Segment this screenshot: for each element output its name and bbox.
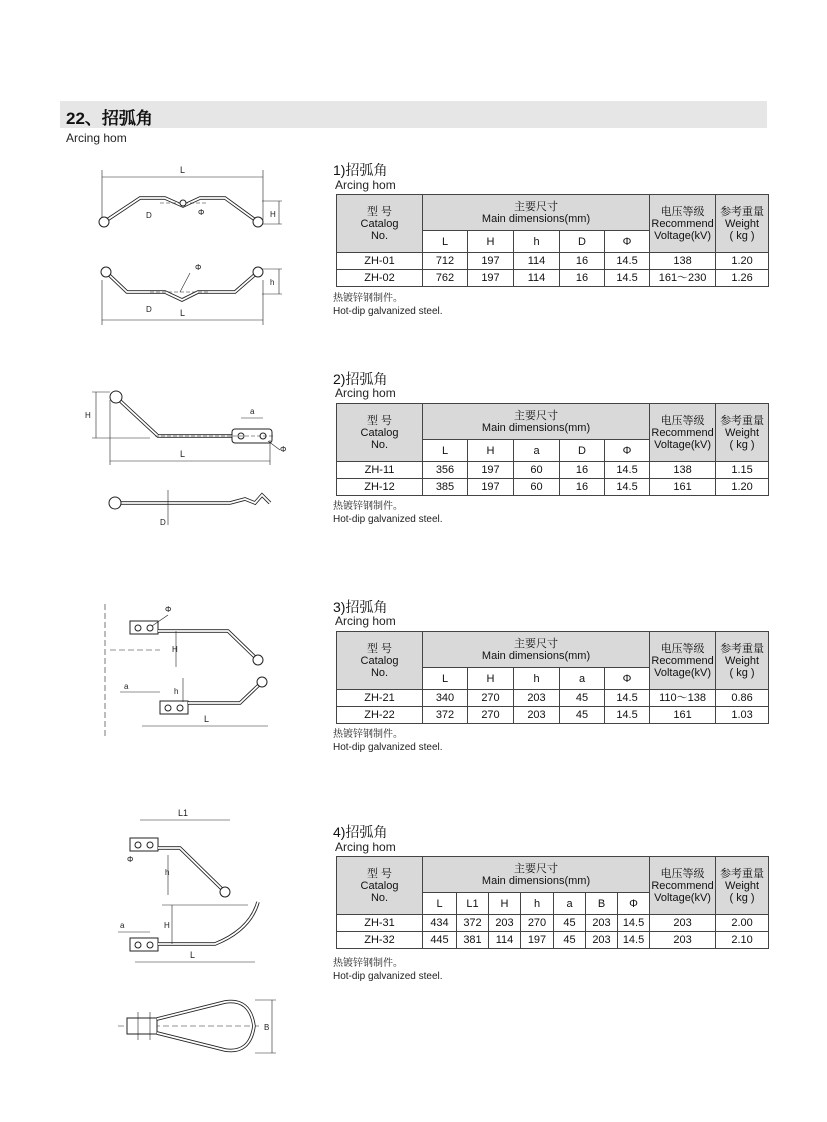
dim-label-h: h [174, 687, 179, 696]
dim-header: L [423, 440, 468, 462]
dim-header: a [514, 440, 560, 462]
dim-label-phi: Φ [165, 605, 172, 614]
drawing-4-upper-view [127, 808, 230, 897]
catalog-header: 型 号 Catalog No. [337, 195, 423, 253]
table-row: ZH-32 445 381 114 197 45 203 14.5 203 2.10 [337, 932, 769, 949]
material-note: 热镀锌钢制件。 Hot-dip galvanized steel. [333, 958, 443, 982]
dim-label-L: L [180, 308, 186, 318]
main-dimensions-header: 主要尺寸 Main dimensions(mm) [423, 857, 650, 893]
drawing-1-top-view [99, 165, 282, 227]
dim-label-B: B [264, 1023, 270, 1032]
dim-label-L: L [180, 449, 186, 459]
dim-header: Φ [605, 668, 650, 690]
material-note: 热镀锌钢制件。 Hot-dip galvanized steel. [333, 729, 443, 753]
voltage-header: 电压等级 Recommend Voltage(kV) [650, 404, 716, 462]
weight-header: 参考重量 Weight ( kg ) [716, 857, 769, 915]
main-dimensions-header: 主要尺寸 Main dimensions(mm) [423, 195, 650, 231]
dim-header: L1 [457, 893, 489, 915]
dim-label-phi: Φ [198, 208, 205, 217]
dim-label-a: a [124, 682, 129, 691]
dim-header: H [468, 668, 514, 690]
dim-header: L [423, 231, 468, 253]
voltage-header: 电压等级 Recommend Voltage(kV) [650, 857, 716, 915]
voltage-header: 电压等级 Recommend Voltage(kV) [650, 632, 716, 690]
dim-label-h: h [270, 278, 275, 287]
weight-header: 参考重量 Weight ( kg ) [716, 632, 769, 690]
dim-label-D: D [146, 305, 152, 314]
page-subtitle: Arcing hom [66, 131, 127, 145]
dim-label-L: L [180, 165, 186, 175]
dim-label-L: L [190, 950, 196, 960]
voltage-header: 电压等级 Recommend Voltage(kV) [650, 195, 716, 253]
drawing-1-side-view [101, 263, 282, 325]
dim-header: D [560, 231, 605, 253]
dim-label-a: a [120, 921, 125, 930]
dim-header: Φ [618, 893, 650, 915]
dim-header: Φ [605, 231, 650, 253]
dim-header: D [560, 440, 605, 462]
drawing-3-lower-view [120, 677, 268, 726]
material-note: 热镀锌钢制件。 Hot-dip galvanized steel. [333, 501, 443, 525]
dim-label-a: a [250, 407, 255, 416]
catalog-header: 型 号 Catalog No. [337, 404, 423, 462]
dim-header: L [423, 893, 457, 915]
section-1-subtitle: Arcing hom [335, 178, 396, 192]
catalog-header: 型 号 Catalog No. [337, 632, 423, 690]
drawing-4-lower-view [118, 902, 258, 962]
dim-header: H [468, 231, 514, 253]
section-3-subtitle: Arcing hom [335, 614, 396, 628]
catalog-header: 型 号 Catalog No. [337, 857, 423, 915]
main-dimensions-header: 主要尺寸 Main dimensions(mm) [423, 404, 650, 440]
dim-header: h [514, 231, 560, 253]
dim-label-L1: L1 [178, 808, 189, 818]
dim-header: B [586, 893, 618, 915]
table-row: ZH-22 372 270 203 45 14.5 161 1.03 [337, 707, 769, 724]
dim-header: L [423, 668, 468, 690]
drawing-4-plan-view [118, 1000, 276, 1053]
weight-header: 参考重量 Weight ( kg ) [716, 195, 769, 253]
table-row: ZH-01 712 197 114 16 14.5 138 1.20 [337, 253, 769, 270]
section-3-title: 3)招弧角 [333, 599, 388, 615]
drawing-3-upper-view [105, 604, 263, 737]
dim-label-L: L [204, 714, 210, 724]
dim-label-phi: Φ [127, 855, 134, 864]
section-2-title: 2)招弧角 [333, 371, 388, 387]
section-1-title: 1)招弧角 [333, 162, 388, 178]
table-row: ZH-11 356 197 60 16 14.5 138 1.15 [337, 462, 769, 479]
dim-label-phi: Φ [195, 263, 202, 272]
section-2-subtitle: Arcing hom [335, 386, 396, 400]
material-note: 热镀锌钢制件。 Hot-dip galvanized steel. [333, 293, 443, 317]
table-row: ZH-31 434 372 203 270 45 203 14.5 203 2.00 [337, 915, 769, 932]
dim-label-phi: Φ [280, 445, 287, 454]
dim-header: h [521, 893, 554, 915]
dim-label-D: D [160, 518, 166, 527]
table-row: ZH-21 340 270 203 45 14.5 110～138 0.86 [337, 690, 769, 707]
dim-header: H [468, 440, 514, 462]
dim-label-h: h [165, 868, 170, 877]
main-dimensions-header: 主要尺寸 Main dimensions(mm) [423, 632, 650, 668]
table-row: ZH-02 762 197 114 16 14.5 161～230 1.26 [337, 270, 769, 287]
dim-label-H: H [270, 210, 276, 219]
dim-label-H: H [164, 921, 170, 930]
section-4-title: 4)招弧角 [333, 824, 388, 840]
dim-header: h [514, 668, 560, 690]
drawing-2-side-view [109, 490, 270, 527]
dim-header: Φ [605, 440, 650, 462]
dim-header: a [554, 893, 586, 915]
dim-header: H [489, 893, 521, 915]
dim-label-H: H [172, 645, 178, 654]
page-title: 22、招弧角 [66, 109, 153, 128]
section-4-subtitle: Arcing hom [335, 840, 396, 854]
drawing-2-top-view [85, 391, 286, 465]
dim-label-H: H [85, 411, 91, 420]
dim-label-D: D [146, 211, 152, 220]
dim-header: a [560, 668, 605, 690]
weight-header: 参考重量 Weight ( kg ) [716, 404, 769, 462]
table-row: ZH-12 385 197 60 16 14.5 161 1.20 [337, 479, 769, 496]
